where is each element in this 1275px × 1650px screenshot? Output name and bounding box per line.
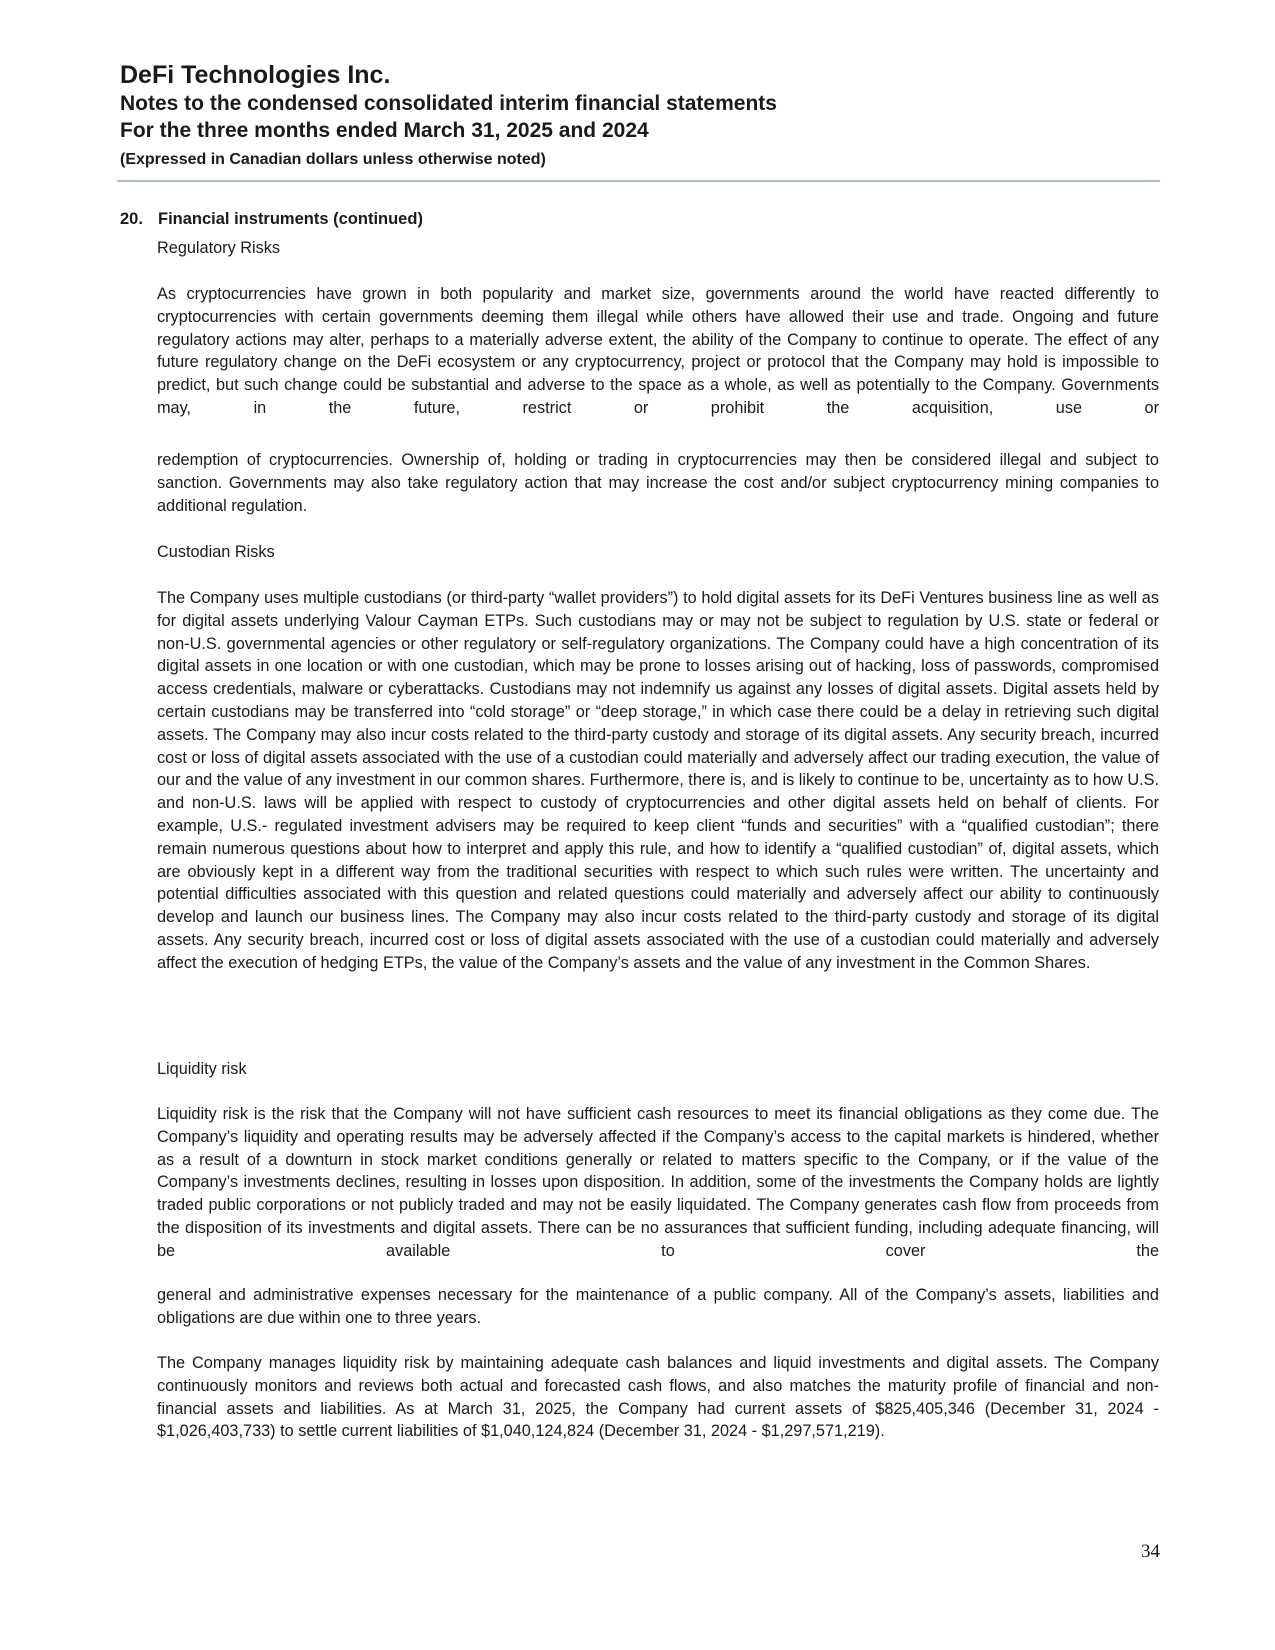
section-heading: [120, 208, 423, 230]
reporting-period: For the three months ended March 31, 2025 and 2024: [120, 119, 649, 142]
liquidity-risk-heading: Liquidity risk: [157, 1060, 247, 1078]
regulatory-risks-paragraph-1: As cryptocurrencies have grown in both popularity and market size, governments around the world have reacted differently to cryptocurrencies with certain governments deeming them illegal while others have allowed their use and trade. Ongoing and future regulatory actions may alter, perhaps to a materially adverse extent, the ability of the Company to continue to operate. The effect of any future regulatory change on the DeFi ecosystem or any cryptocurrency, project or protocol that the Company may hold is impossible to predict, but such change could be substantial and adverse to the space as a whole, as well as potentially to the Company. Governments may, in the future, restrict or prohibit the acquisition, use or: [157, 285, 1159, 417]
company-name: DeFi Technologies Inc.: [120, 61, 391, 89]
liquidity-risk-paragraph-3: The Company manages liquidity risk by maintaining adequate cash balances and liquid investments and digital assets. The Company continuously monitors and reviews both actual and forecasted cash flows, and also matches the maturity profile of financial and non-financial assets and liabilities. As at March 31, 2025, the Company had current assets of $825,405,346 (December 31, 2024 - $1,026,403,733) to settle current liabilities of $1,040,124,824 (December 31, 2024 - $1,297,571,219).: [157, 1354, 1159, 1441]
regulatory-risks-heading: Regulatory Risks: [157, 239, 281, 257]
section-title: Financial instruments (continued): [158, 210, 423, 228]
liquidity-risk-paragraph-1: Liquidity risk is the risk that the Company will not have sufficient cash resources to meet its financial obligations as they come due. The Company’s liquidity and operating results may be adversely affected if the Company’s access to the capital markets is hindered, whether as a result of a downturn in stock market conditions generally or related to matters specific to the Company, or if the value of the Company’s investments declines, resulting in losses upon disposition. In addition, some of the investments the Company holds are lightly traded public corporations or not publicly traded and may not be easily liquidated. The Company generates cash flow from proceeds from the disposition of its investments and digital assets. There can be no assurances that sufficient funding, including adequate financing, will be available to cover the: [157, 1105, 1159, 1260]
custodian-risks-heading: Custodian Risks: [157, 543, 275, 561]
section-number: 20.: [120, 210, 143, 228]
custodian-risks-paragraph: The Company uses multiple custodians (or third-party “wallet providers”) to hold digital assets for its DeFi Ventures business line as well as for digital assets underlying Valour Cayman ETPs. Such custodians may or may not be subject to regulation by U.S. state or federal or non-U.S. governmental agencies or other regulatory or self-regulatory organizations. The Company could have a high concentration of its digital assets in one location or with one custodian, which may be prone to losses arising out of hacking, loss of passwords, compromised access credentials, malware or cyberattacks. Custodians may not indemnify us against any losses of digital assets. Digital assets held by certain custodians may be transferred into “cold storage” or “deep storage,” in which case there could be a delay in retrieving such digital assets. The Company may also incur costs related to the third-party custody and storage of its digital assets. Any security breach, incurred cost or loss of digital assets associated with the use of a custodian could materially and adversely affect our trading execution, the value of our and the value of any investment in our common shares. Furthermore, there is, and is likely to continue to be, uncertainty as to how U.S. and non-U.S. laws will be applied with respect to custody of cryptocurrencies and other digital assets held on behalf of clients. For example, U.S.- regulated investment advisers may be required to keep client “funds and securities” with a “qualified custodian”; there remain numerous questions about how to interpret and apply this rule, and how to identify a “qualified custodian” of, digital assets, which are obviously kept in a different way from the traditional securities with respect to which such rules were written. The uncertainty and potential difficulties associated with this question and related questions could materially and adversely affect our ability to continuously develop and launch our business lines. The Company may also incur costs related to the third-party custody and storage of its digital assets. Any security breach, incurred cost or loss of digital assets associated with the use of a custodian could materially and adversely affect the execution of hedging ETPs, the value of the Company’s assets and the value of any investment in the Common Shares.: [157, 589, 1159, 972]
liquidity-risk-paragraph-2: general and administrative expenses necessary for the maintenance of a public company. All of the Company’s assets, liabilities and obligations are due within one to three years.: [157, 1286, 1159, 1327]
regulatory-risks-paragraph-2: redemption of cryptocurrencies. Ownership of, holding or trading in cryptocurrencies may then be considered illegal and subject to sanction. Governments may also take regulatory action that may increase the cost and/or subject cryptocurrency mining companies to additional regulation.: [157, 451, 1159, 515]
page-number: 34: [1141, 1541, 1160, 1562]
document-title: Notes to the condensed consolidated interim financial statements: [120, 92, 777, 115]
currency-note: (Expressed in Canadian dollars unless otherwise noted): [120, 151, 546, 168]
header-divider: [117, 180, 1160, 182]
page-header: [120, 60, 1160, 172]
